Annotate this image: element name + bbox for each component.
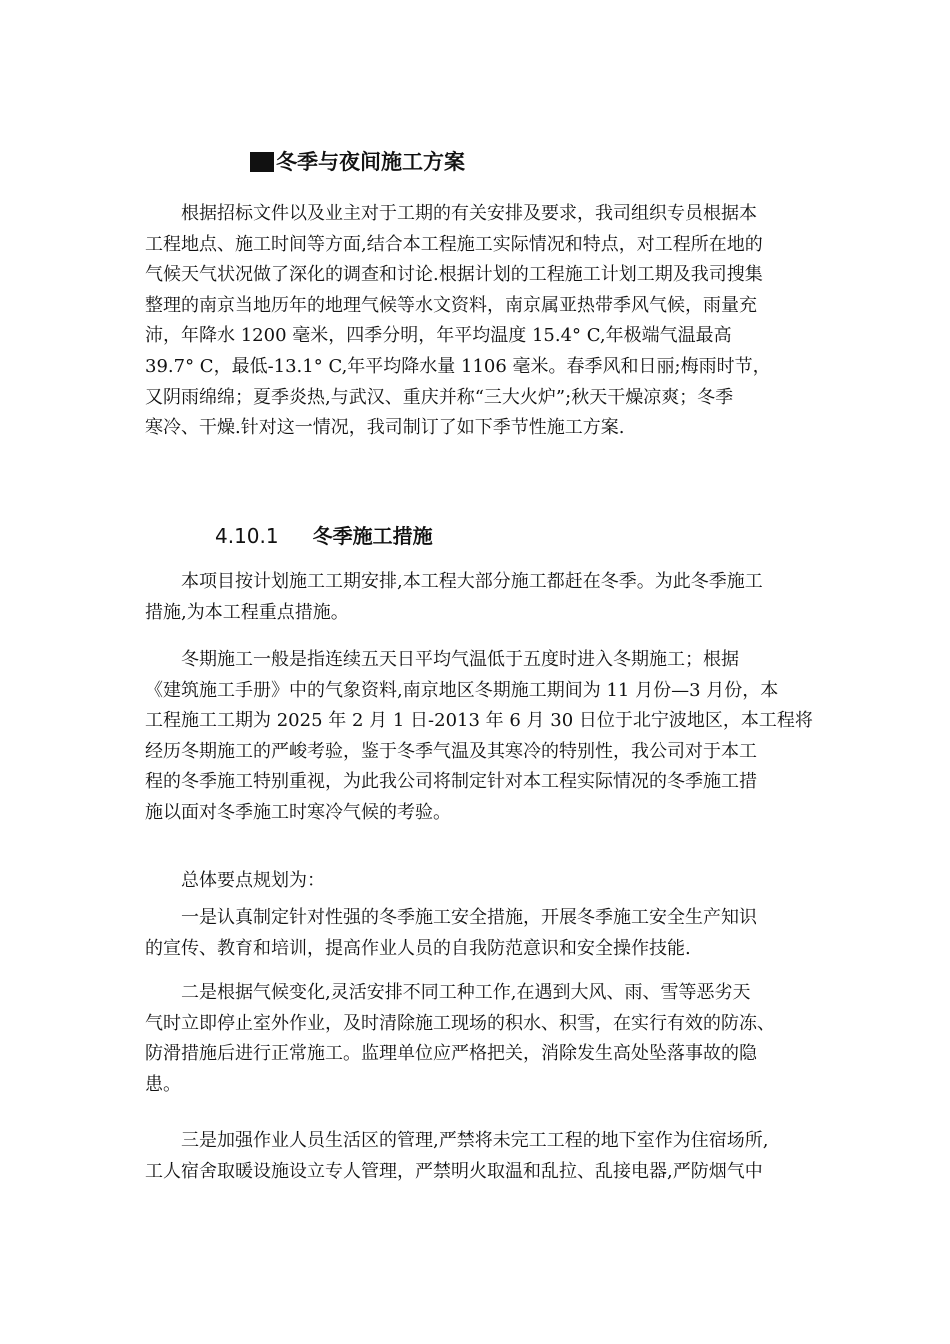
text-line: 根据招标文件以及业主对于工期的有关安排及要求，我司组织专员根据本 [181, 203, 757, 224]
text-line: 措施,为本工程重点措施。 [145, 601, 349, 623]
body-paragraph-3 [145, 866, 813, 897]
text-line: 经历冬期施工的严峻考验，鉴于冬季气温及其寒冷的特别性，我公司对于本工 [145, 740, 757, 762]
page-title: 冬季与夜间施工方案 [276, 150, 465, 174]
text-line: 一是认真制定针对性强的冬季施工安全措施，开展冬季施工安全生产知识 [181, 907, 757, 928]
text-line: 沛，年降水 1200 毫米，四季分明，年平均温度 15.4° C,年极端气温最高 [145, 325, 732, 347]
section-number: 4.10.1 [215, 524, 279, 548]
text-line: 气时立即停止室外作业，及时清除施工现场的积水、积雪，在实行有效的防冻、 [145, 1012, 775, 1034]
text-line: 总体要点规划为： [181, 870, 325, 891]
text-line: 冬期施工一般是指连续五天日平均气温低于五度时进入冬期施工；根据 [181, 649, 739, 670]
page-heading [250, 146, 465, 178]
text-line: 整理的南京当地历年的地理气候等水文资料，南京属亚热带季风气候，雨量充 [145, 294, 757, 316]
text-line: 气候天气状况做了深化的调查和讨论.根据计划的工程施工计划工期及我司搜集 [145, 264, 763, 286]
text-line: 工程地点、施工时间等方面,结合本工程施工实际情况和特点，对工程所在地的 [145, 233, 763, 255]
text-line: 程的冬季施工特别重视，为此我公司将制定针对本工程实际情况的冬季施工措 [145, 771, 757, 793]
text-line: 三是加强作业人员生活区的管理,严禁将未完工工程的地下室作为住宿场所, [181, 1130, 769, 1151]
text-line: 工人宿舍取暖设施设立专人管理，严禁明火取温和乱拉、乱接电器,严防烟气中 [145, 1160, 763, 1182]
text-line: 工程施工工期为 2025 年 2 月 1 日-2013 年 6 月 30 日位于北宁波地区，本工程将 [145, 710, 813, 732]
text-line: 的宣传、教育和培训，提高作业人员的自我防范意识和安全操作技能. [145, 937, 691, 959]
heading-marker-block [250, 152, 274, 172]
text-line: 本项目按计划施工工期安排,本工程大部分施工都赶在冬季。为此冬季施工 [181, 571, 763, 592]
text-line: 施以面对冬季施工时寒冷气候的考验。 [145, 801, 451, 823]
text-line: 《建筑施工手册》中的气象资料,南京地区冬期施工期间为 11 月份—3 月份，本 [145, 679, 779, 701]
section-heading [215, 520, 433, 552]
body-paragraph-6 [145, 1126, 813, 1187]
text-line: 防滑措施后进行正常施工。监理单位应严格把关，消除发生高处坠落事故的隐 [145, 1043, 757, 1065]
text-line: 39.7° C，最低-13.1° C,年平均降水量 1106 毫米。春季风和日丽;梅雨时节， [145, 355, 771, 377]
body-paragraph-2 [145, 645, 813, 829]
text-line: 二是根据气候变化,灵活安排不同工种工作,在遇到大风、雨、雪等恶劣天 [181, 982, 751, 1003]
body-paragraph-1 [145, 567, 813, 628]
intro-paragraph [145, 199, 813, 444]
body-paragraph-4 [145, 903, 813, 964]
text-line: 寒冷、干燥.针对这一情况，我司制订了如下季节性施工方案. [145, 417, 625, 439]
body-paragraph-5 [145, 978, 813, 1100]
text-line: 又阴雨绵绵；夏季炎热,与武汉、重庆并称“三大火炉”;秋天干燥凉爽；冬季 [145, 386, 734, 408]
text-line: 患。 [145, 1073, 181, 1095]
section-title: 冬季施工措施 [312, 524, 433, 548]
